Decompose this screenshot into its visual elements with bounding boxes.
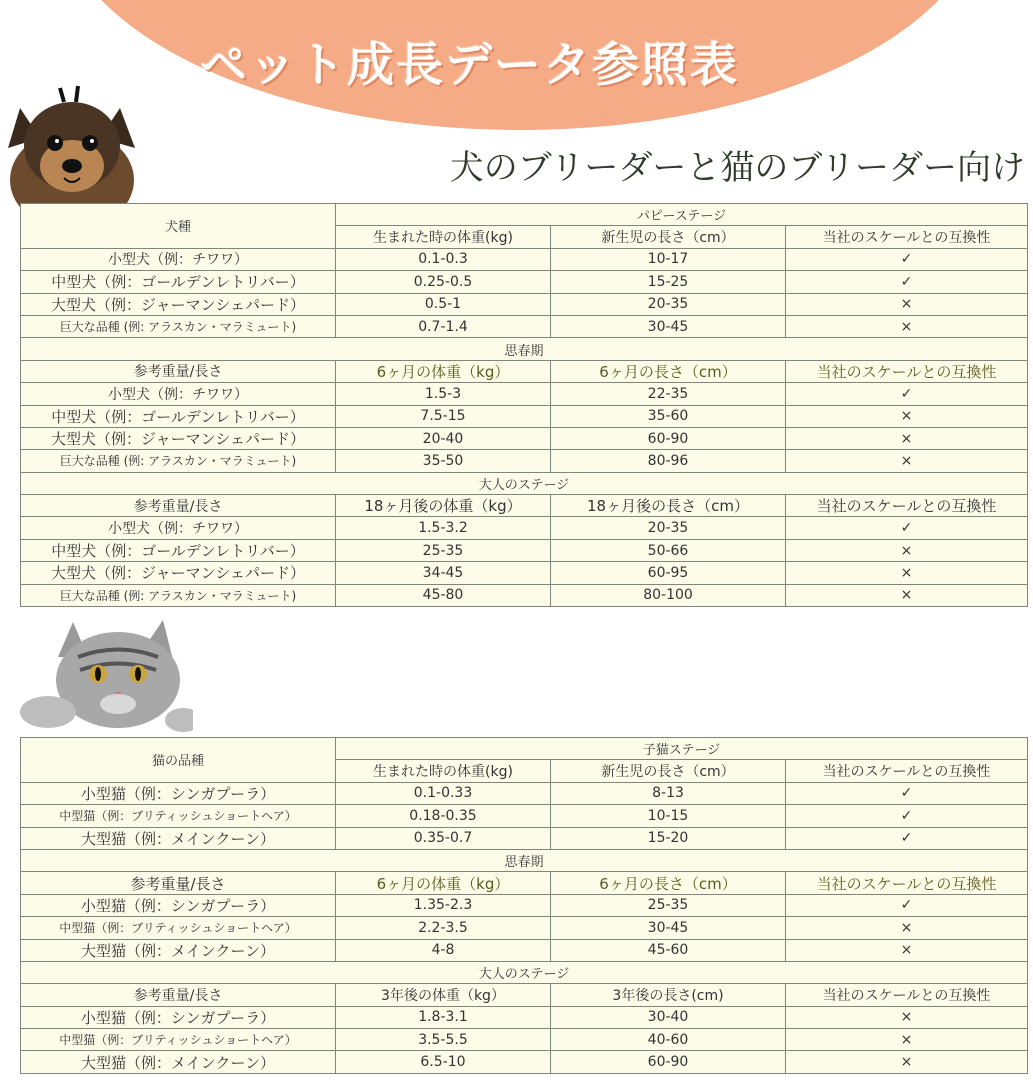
length-cell: 45-60 (551, 939, 786, 961)
length-cell: 30-40 (551, 1006, 786, 1028)
table-row (21, 517, 1028, 539)
reference-label: 参考重量/長さ (21, 872, 336, 894)
table-row (21, 405, 1028, 427)
column-header: 新生児の長さ（cm） (551, 226, 786, 248)
weight-cell: 0.7-1.4 (336, 315, 551, 337)
table-row (21, 248, 1028, 270)
weight-cell: 4-8 (336, 939, 551, 961)
weight-cell: 6.5-10 (336, 1051, 551, 1073)
breed-cell: 大型犬（例：ジャーマンシェパード） (21, 293, 336, 315)
length-cell: 22-35 (551, 383, 786, 405)
table-row (21, 1006, 1028, 1028)
compat-cell: ✓ (786, 805, 1028, 827)
length-cell: 20-35 (551, 517, 786, 539)
breed-cell: 中型猫（例：ブリティッシュショートヘア） (21, 1029, 336, 1051)
breed-cell: 巨大な品種 (例: アラスカン・マラミュート) (21, 450, 336, 472)
column-header: 6ヶ月の長さ（cm） (551, 872, 786, 894)
compat-cell: × (786, 427, 1028, 449)
weight-cell: 0.5-1 (336, 293, 551, 315)
table-row (21, 539, 1028, 561)
weight-cell: 1.8-3.1 (336, 1006, 551, 1028)
length-cell: 15-25 (551, 271, 786, 293)
reference-label: 参考重量/長さ (21, 360, 336, 382)
table-row (21, 827, 1028, 849)
column-header: 当社のスケールとの互換性 (786, 226, 1028, 248)
breed-cell: 小型犬（例：チワワ） (21, 383, 336, 405)
breed-cell: 大型猫（例：メインクーン） (21, 1051, 336, 1073)
length-cell: 30-45 (551, 315, 786, 337)
compat-cell: ✓ (786, 894, 1028, 916)
weight-cell: 35-50 (336, 450, 551, 472)
breed-cell: 巨大な品種 (例: アラスカン・マラミュート) (21, 584, 336, 606)
table-row (21, 584, 1028, 606)
compat-cell: × (786, 315, 1028, 337)
stage-header: 思春期 (21, 338, 1028, 360)
column-header: 新生児の長さ（cm） (551, 760, 786, 782)
weight-cell: 1.35-2.3 (336, 894, 551, 916)
table-row (21, 383, 1028, 405)
column-header: 18ヶ月後の体重（kg） (336, 495, 551, 517)
weight-cell: 2.2-3.5 (336, 917, 551, 939)
length-cell: 60-95 (551, 562, 786, 584)
compat-cell: × (786, 1006, 1028, 1028)
weight-cell: 1.5-3 (336, 383, 551, 405)
column-header: 当社のスケールとの互換性 (786, 760, 1028, 782)
compat-cell: × (786, 450, 1028, 472)
table-row (21, 939, 1028, 961)
column-header: 18ヶ月後の長さ（cm） (551, 495, 786, 517)
column-header: 3年後の長さ(cm) (551, 984, 786, 1006)
cat-image (18, 612, 193, 737)
breed-cell: 小型犬（例：チワワ） (21, 248, 336, 270)
breed-cell: 小型猫（例：シンガプーラ） (21, 1006, 336, 1028)
breed-header: 猫の品種 (21, 738, 336, 783)
column-header: 6ヶ月の長さ（cm） (551, 360, 786, 382)
breed-cell: 中型猫（例：ブリティッシュショートヘア） (21, 805, 336, 827)
table-row (21, 562, 1028, 584)
length-cell: 8-13 (551, 782, 786, 804)
compat-cell: × (786, 917, 1028, 939)
length-cell: 40-60 (551, 1029, 786, 1051)
table-row (21, 1029, 1028, 1051)
stage-header: 思春期 (21, 849, 1028, 871)
breed-cell: 小型猫（例：シンガプーラ） (21, 782, 336, 804)
length-cell: 35-60 (551, 405, 786, 427)
compat-cell: ✓ (786, 827, 1028, 849)
table-row (21, 450, 1028, 472)
length-cell: 60-90 (551, 1051, 786, 1073)
cat-growth-table (20, 737, 1028, 1074)
column-header: 生まれた時の体重(kg) (336, 226, 551, 248)
column-header: 当社のスケールとの互換性 (786, 495, 1028, 517)
breed-cell: 巨大な品種 (例: アラスカン・マラミュート) (21, 315, 336, 337)
breed-cell: 大型犬（例：ジャーマンシェパード） (21, 427, 336, 449)
weight-cell: 0.18-0.35 (336, 805, 551, 827)
column-header: 3年後の体重（kg） (336, 984, 551, 1006)
compat-cell: × (786, 939, 1028, 961)
compat-cell: × (786, 405, 1028, 427)
weight-cell: 0.1-0.3 (336, 248, 551, 270)
breed-cell: 中型犬（例：ゴールデンレトリバー） (21, 405, 336, 427)
length-cell: 10-17 (551, 248, 786, 270)
reference-label: 参考重量/長さ (21, 495, 336, 517)
table-row (21, 1051, 1028, 1073)
compat-cell: ✓ (786, 517, 1028, 539)
weight-cell: 25-35 (336, 539, 551, 561)
reference-label: 参考重量/長さ (21, 984, 336, 1006)
weight-cell: 7.5-15 (336, 405, 551, 427)
compat-cell: ✓ (786, 248, 1028, 270)
column-header: 6ヶ月の体重（kg） (336, 360, 551, 382)
length-cell: 10-15 (551, 805, 786, 827)
weight-cell: 1.5-3.2 (336, 517, 551, 539)
table-row (21, 894, 1028, 916)
stage-header: 大人のステージ (21, 961, 1028, 983)
weight-cell: 45-80 (336, 584, 551, 606)
weight-cell: 0.1-0.33 (336, 782, 551, 804)
breed-cell: 大型猫（例：メインクーン） (21, 827, 336, 849)
length-cell: 15-20 (551, 827, 786, 849)
compat-cell: ✓ (786, 271, 1028, 293)
breed-cell: 大型犬（例：ジャーマンシェパード） (21, 562, 336, 584)
column-header: 当社のスケールとの互換性 (786, 360, 1028, 382)
breed-cell: 中型犬（例：ゴールデンレトリバー） (21, 539, 336, 561)
breed-cell: 中型犬（例：ゴールデンレトリバー） (21, 271, 336, 293)
column-header: 当社のスケールとの互換性 (786, 984, 1028, 1006)
weight-cell: 0.35-0.7 (336, 827, 551, 849)
breed-cell: 小型犬（例：チワワ） (21, 517, 336, 539)
length-cell: 50-66 (551, 539, 786, 561)
table-row (21, 427, 1028, 449)
weight-cell: 34-45 (336, 562, 551, 584)
table-row (21, 805, 1028, 827)
compat-cell: × (786, 1051, 1028, 1073)
length-cell: 25-35 (551, 894, 786, 916)
length-cell: 80-96 (551, 450, 786, 472)
length-cell: 60-90 (551, 427, 786, 449)
length-cell: 20-35 (551, 293, 786, 315)
breed-cell: 小型猫（例：シンガプーラ） (21, 894, 336, 916)
dog-growth-table (20, 203, 1028, 607)
compat-cell: × (786, 539, 1028, 561)
column-header: 生まれた時の体重(kg) (336, 760, 551, 782)
column-header: 当社のスケールとの互換性 (786, 872, 1028, 894)
table-row (21, 315, 1028, 337)
compat-cell: ✓ (786, 782, 1028, 804)
compat-cell: × (786, 562, 1028, 584)
weight-cell: 20-40 (336, 427, 551, 449)
breed-header: 犬種 (21, 204, 336, 249)
weight-cell: 3.5-5.5 (336, 1029, 551, 1051)
column-header: 6ヶ月の体重（kg） (336, 872, 551, 894)
compat-cell: ✓ (786, 383, 1028, 405)
page-subtitle: 犬のブリーダーと猫のブリーダー向け (449, 148, 1025, 188)
table-row (21, 917, 1028, 939)
length-cell: 80-100 (551, 584, 786, 606)
compat-cell: × (786, 584, 1028, 606)
length-cell: 30-45 (551, 917, 786, 939)
weight-cell: 0.25-0.5 (336, 271, 551, 293)
breed-cell: 大型猫（例：メインクーン） (21, 939, 336, 961)
stage-header: 大人のステージ (21, 472, 1028, 494)
compat-cell: × (786, 1029, 1028, 1051)
table-row (21, 782, 1028, 804)
compat-cell: × (786, 293, 1028, 315)
breed-cell: 中型猫（例：ブリティッシュショートヘア） (21, 917, 336, 939)
table-row (21, 271, 1028, 293)
table-row (21, 293, 1028, 315)
stage-header: 子猫ステージ (336, 738, 1028, 760)
page-title: ペット成長データ参照表 (200, 38, 739, 93)
stage-header: パピーステージ (336, 204, 1028, 226)
